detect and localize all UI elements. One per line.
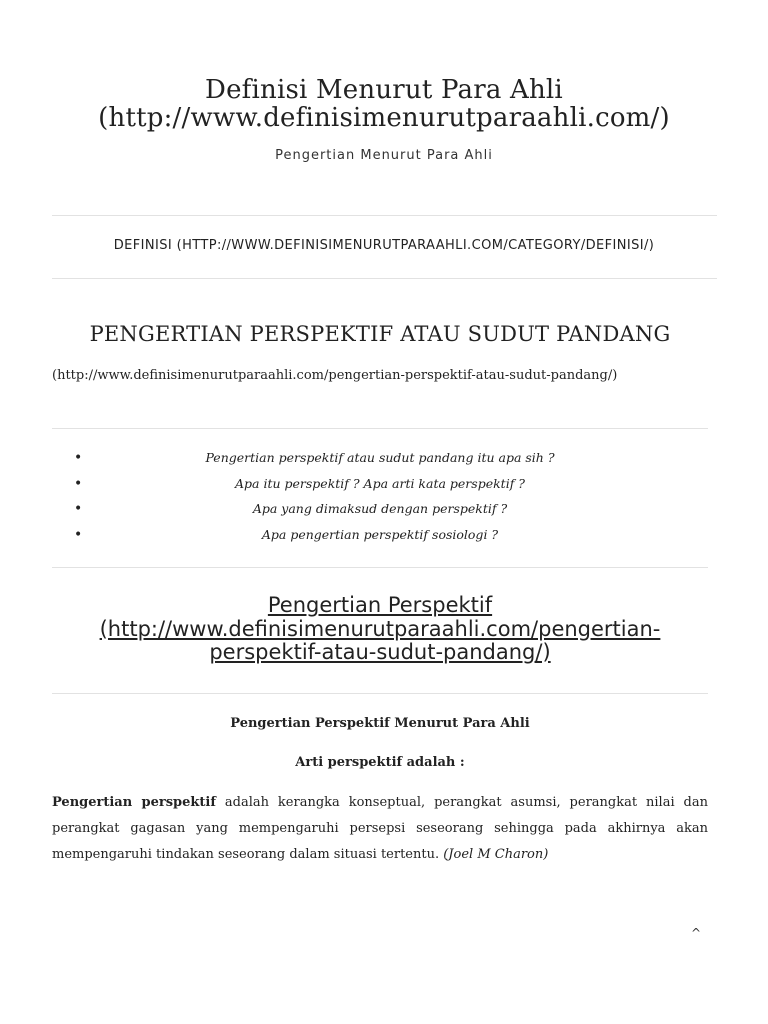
subheading-menurut-para-ahli: Pengertian Perspektif Menurut Para Ahli [230,716,530,731]
category-link-definisi[interactable]: DEFINISI (HTTP://WWW.DEFINISIMENURUTPARAAHLI.COM/CATEGORY/DEFINISI/) [113,238,655,253]
site-tagline: Pengertian Menurut Para Ahli [275,148,493,163]
toc-item[interactable] [52,450,708,476]
toc-item[interactable] [52,527,708,553]
definition-citation: (Joel M Charon) [443,847,549,862]
definition-body: adalah kerangka konseptual, perangkat asumsi, perangkat nilai dan perangkat gagasan yang mempengaruhi persepsi seseorang sehingga pada akhirnya akan mempengaruhi tindakan seseorang dalam situasi tertentu. [52,795,708,862]
toc-item-label[interactable]: Apa yang dimaksud dengan perspektif ? [252,501,508,516]
toc-item-label[interactable]: Pengertian perspektif atau sudut pandang itu apa sih ? [205,450,555,465]
section-heading-link[interactable] [0,594,760,665]
bullet-icon: • [74,450,83,466]
definition-paragraph [52,790,708,868]
bullet-icon: • [74,475,83,492]
divider-toc-top [52,428,708,429]
section-heading-line1[interactable]: Pengertian Perspektif [267,593,493,617]
divider-nav [52,278,717,279]
divider-top [52,215,717,216]
post-url-link[interactable]: (http://www.definisimenurutparaahli.com/pengertian-perspektif-atau-sudut-pandang/) [52,368,618,383]
site-title-line2[interactable]: (http://www.definisimenurutparaahli.com/) [98,103,670,133]
chevron-up-icon[interactable]: ^ [690,926,702,940]
section-heading-line2[interactable]: (http://www.definisimenurutparaahli.com/pengertian- [99,616,661,641]
toc-item[interactable] [52,501,708,527]
toc-item-label[interactable]: Apa itu perspektif ? Apa arti kata perspektif ? [235,475,525,491]
divider-section [52,693,708,694]
bullet-icon: • [74,526,83,543]
post-title: PENGERTIAN PERSPEKTIF ATAU SUDUT PANDANG [89,322,671,346]
divider-toc-bottom [52,567,708,568]
table-of-contents [52,450,708,552]
definition-term: Pengertian perspektif [52,795,216,810]
toc-item[interactable] [52,476,708,502]
section-heading-line3[interactable]: perspektif-atau-sudut-pandang/) [209,640,551,664]
site-title-line1[interactable]: Definisi Menurut Para Ahli [205,75,563,105]
bullet-icon: • [74,501,83,517]
site-title[interactable] [0,76,768,132]
toc-item-label[interactable]: Apa pengertian perspektif sosiologi ? [261,526,499,542]
arti-heading: Arti perspektif adalah : [295,755,465,770]
site-header [0,76,768,163]
